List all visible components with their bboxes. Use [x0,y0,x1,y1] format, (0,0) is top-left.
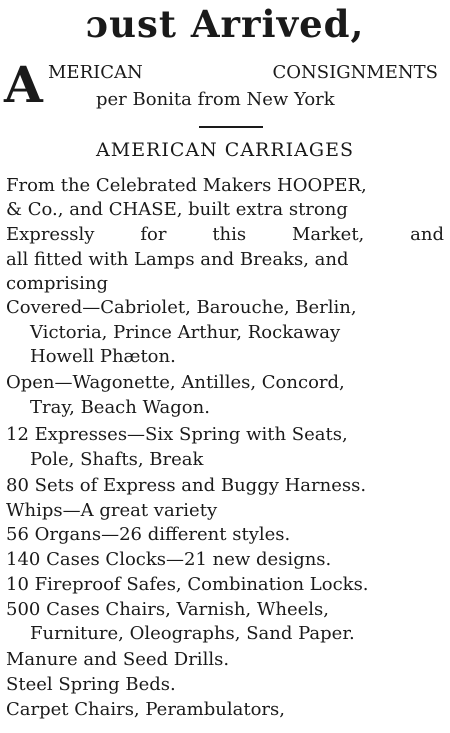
body-line: Whips—A great variety [6,500,218,521]
intro-american: MERICAN [48,62,143,83]
word: Market, [292,224,365,245]
body-line: 56 Organs—26 different styles. [6,524,291,545]
body-line: 10 Fireproof Safes, Combination Locks. [6,574,369,595]
body-line: all fitted with Lamps and Breaks, and [6,249,349,270]
body-line-indented: Pole, Shafts, Break [30,449,204,470]
headline-text: ust Arrived, [109,2,365,46]
intro-line-1 [48,62,438,84]
body-line: 12 Expresses—Six Spring with Seats, [6,424,348,445]
body-line: Covered—Cabriolet, Barouche, Berlin, [6,297,357,318]
headline [0,2,450,46]
headline-mark: ɔ [85,2,110,46]
body-line: Carpet Chairs, Perambulators, [6,699,285,720]
divider-rule [199,126,263,128]
body-line: comprising [6,273,108,294]
body-line: From the Celebrated Makers HOOPER, [6,175,367,196]
body-line: 500 Cases Chairs, Varnish, Wheels, [6,599,329,620]
word: Expressly [6,224,95,245]
word: for [140,224,167,245]
body-line-justified [6,224,444,246]
body-line: Open—Wagonette, Antilles, Concord, [6,372,345,393]
section-title: AMERICAN CARRIAGES [96,139,354,161]
body-line-indented: Tray, Beach Wagon. [30,397,210,418]
body-line: & Co., and CHASE, built extra strong [6,199,348,220]
body-line-indented: Furniture, Oleographs, Sand Paper. [30,623,355,644]
drop-cap: A [4,55,43,114]
word: this [212,224,247,245]
intro-line-2: per Bonita from New York [96,89,335,110]
intro-consignments: CONSIGNMENTS [272,62,438,83]
body-line: 140 Cases Clocks—21 new designs. [6,549,332,570]
body-line: 80 Sets of Express and Buggy Harness. [6,475,367,496]
body-line-indented: Victoria, Prince Arthur, Rockaway [30,322,341,343]
word: and [410,224,444,245]
body-line: Manure and Seed Drills. [6,649,230,670]
body-line: Steel Spring Beds. [6,674,176,695]
body-line-indented: Howell Phæton. [30,346,176,367]
